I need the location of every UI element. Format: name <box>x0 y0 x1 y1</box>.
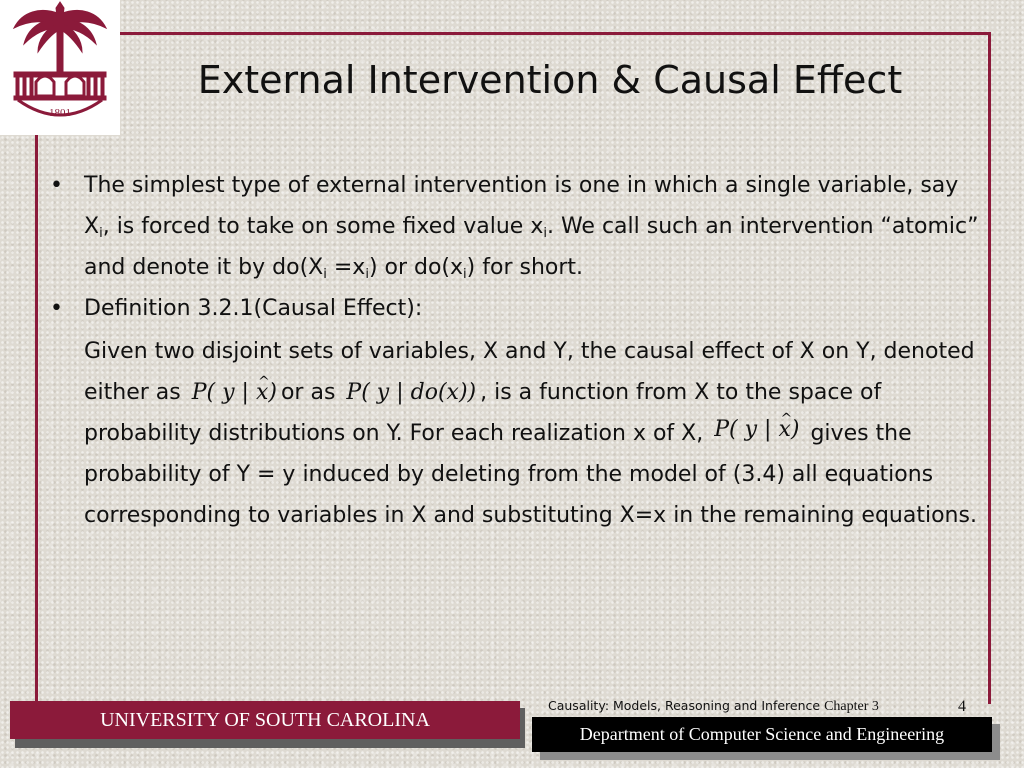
formula-part: P( y | <box>714 417 772 442</box>
formula-part: P( y | <box>191 380 249 405</box>
university-band: UNIVERSITY OF SOUTH CAROLINA <box>10 701 520 739</box>
bullet-marker: • <box>50 173 63 198</box>
definition-text: gives the probability of Y = y induced by deleting from the model of (3.4) all equations corresponding to variables in X and substituting X=x in the remaining equations. <box>84 421 977 528</box>
palmetto-seal-icon <box>0 0 120 135</box>
chapter-label: Chapter 3 <box>824 699 879 714</box>
definition-text: Given two disjoint sets of variables, X and Y, the causal effect of X on Y, denoted either as <box>84 339 975 405</box>
book-title: Causality: Models, Reasoning and Inference <box>548 698 821 713</box>
bullet-text: . We call such an intervention “atomic” and denote it by do(X <box>84 214 979 280</box>
formula-p-y-given-do-x: P( y | do(x)) <box>346 380 477 405</box>
bullet-definition-heading <box>50 288 980 329</box>
page-number: 4 <box>958 698 966 715</box>
bullet-marker: • <box>50 296 63 321</box>
formula-hat-x: x ^ <box>778 409 790 450</box>
formula-part: ) <box>790 417 800 442</box>
bullet-text: ) for short. <box>466 255 584 280</box>
definition-text: , is a function from X to the space of probability distributions on Y. For each realization x of X, <box>84 380 882 446</box>
formula-hat-x: x ^ <box>256 372 268 413</box>
department-band: Department of Computer Science and Engineering <box>532 717 992 752</box>
subscript: i <box>99 226 103 241</box>
bullet-atomic-intervention <box>50 165 980 288</box>
subscript: i <box>543 226 547 241</box>
frame-top-border <box>40 32 990 35</box>
formula-p-y-given-xhat-2 <box>710 417 803 442</box>
frame-right-border <box>988 32 991 704</box>
slide-content <box>50 165 980 536</box>
bullet-text: The simplest type of external intervention is one in which a single variable, say X <box>84 173 959 239</box>
slide-title: External Intervention & Causal Effect <box>197 58 903 102</box>
subscript: i <box>365 267 369 282</box>
definition-text: or as <box>280 380 336 405</box>
definition-paragraph <box>50 331 980 536</box>
formula-p-y-given-xhat <box>188 380 281 405</box>
bullet-text: Definition 3.2.1(Causal Effect): <box>84 296 423 321</box>
university-logo <box>0 0 120 135</box>
subscript: i <box>323 267 327 282</box>
formula-part: ) <box>268 380 277 405</box>
subscript: i <box>463 267 467 282</box>
bullet-text: , is forced to take on some fixed value x <box>102 214 544 239</box>
book-reference <box>548 698 879 715</box>
bullet-text: =x <box>326 255 366 280</box>
bullet-text: ) or do(x <box>368 255 464 280</box>
seal-year: 1801 <box>49 107 71 119</box>
